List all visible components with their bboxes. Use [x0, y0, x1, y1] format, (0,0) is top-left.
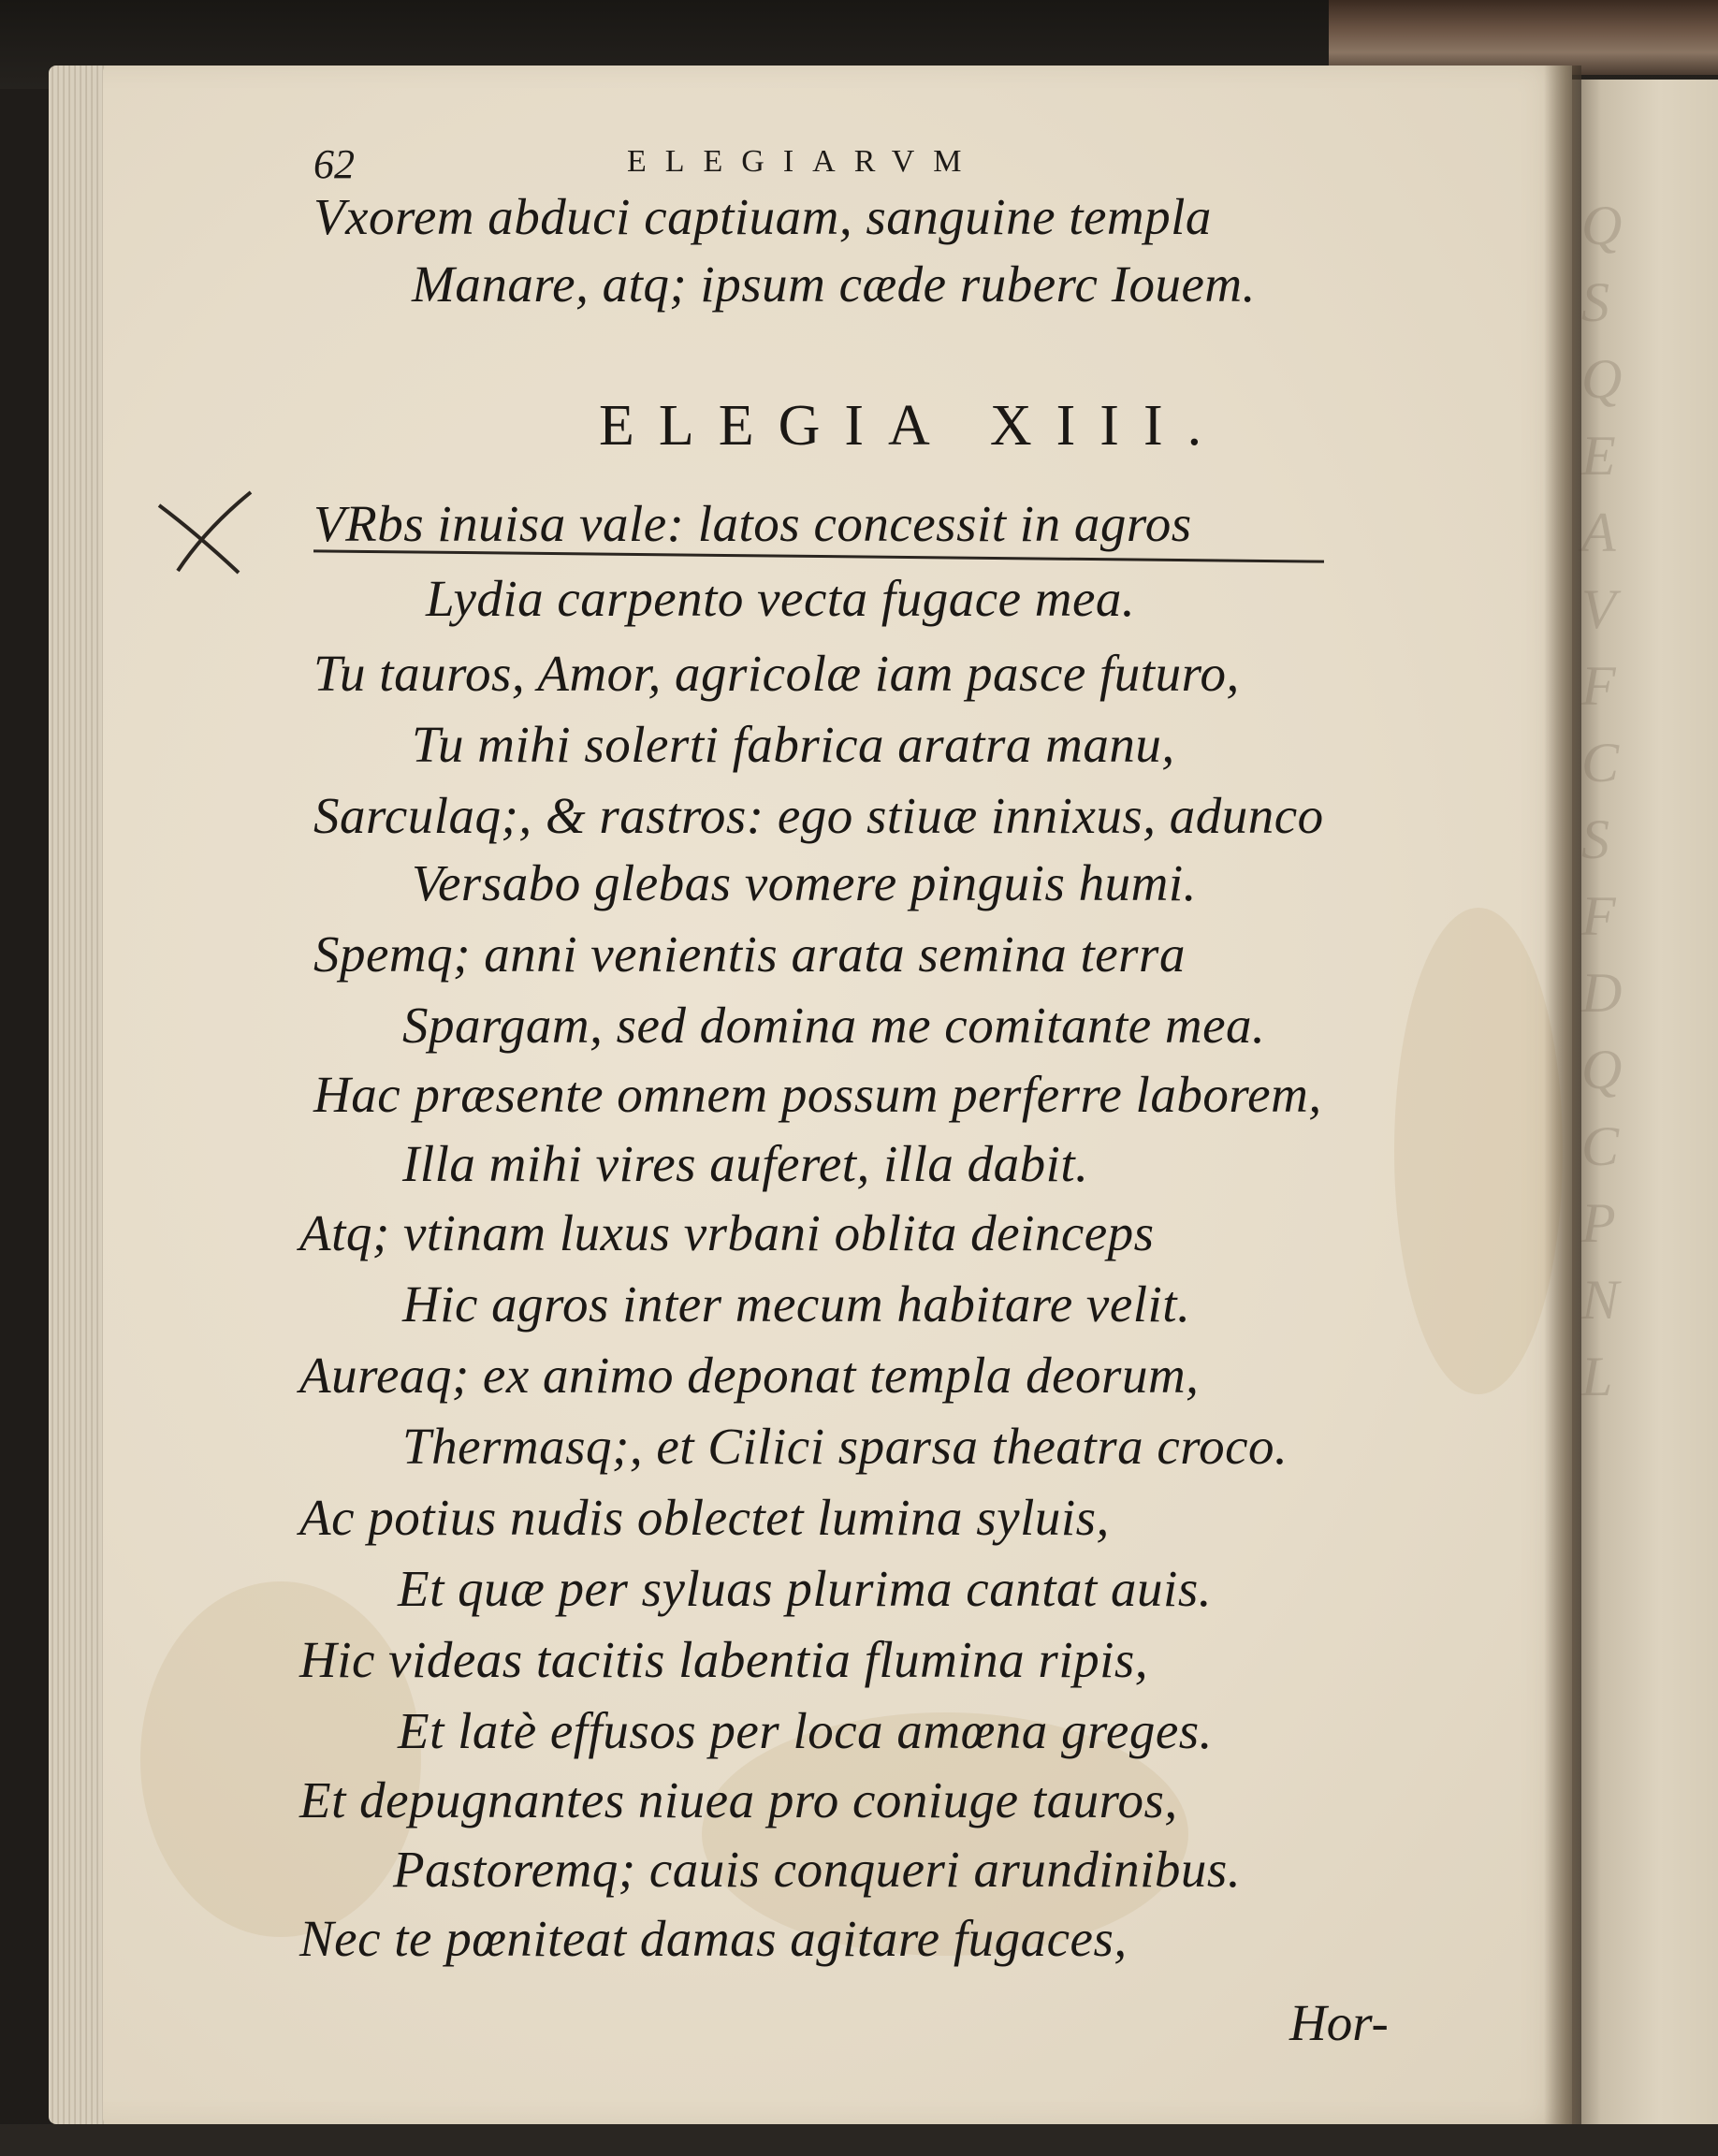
text-line: Spemq; anni venientis arata semina terra — [313, 925, 1186, 983]
folio-number: 62 — [313, 141, 355, 187]
elegy-title: ELEGIA XIII. — [599, 394, 1227, 458]
handwritten-x-mark — [140, 487, 262, 580]
text-line: Atq; vtinam luxus vrbani oblita deinceps — [299, 1204, 1155, 1261]
text-line: Hac præsente omnem possum perferre laborem, — [313, 1066, 1322, 1123]
running-head-title: ELEGIARVM — [627, 144, 981, 179]
text-line: Pastoremq; cauis conqueri arundinibus. — [393, 1841, 1242, 1898]
bottom-backdrop — [0, 2124, 1718, 2156]
text-line: Spargam, sed domina me comitante mea. — [402, 997, 1266, 1054]
text-line: Et latè effusos per loca amœna greges. — [398, 1702, 1213, 1759]
text-line: Nec te pœniteat damas agitare fugaces, — [299, 1910, 1128, 1967]
text-line: Hic videas tacitis labentia flumina ripis, — [299, 1631, 1149, 1688]
text-line: Tu tauros, Amor, agricolæ iam pasce futuro, — [313, 645, 1240, 702]
text-line: Sarculaq;, & rastros: ego stiuæ innixus, adunco — [313, 787, 1324, 844]
show-through-text: Q S Q E A V F C S F D Q C P N L — [1581, 195, 1623, 1407]
text-line: Tu mihi solerti fabrica aratra manu, — [412, 716, 1175, 773]
text-line: Vxorem abduci captiuam, sanguine templa — [313, 188, 1212, 245]
gutter-shadow — [1544, 66, 1581, 2156]
book-binding — [1329, 0, 1718, 75]
text-line: Illa mihi vires auferet, illa dabit. — [402, 1135, 1089, 1192]
text-line: Et depugnantes niuea pro coniuge tauros, — [299, 1771, 1178, 1828]
text-line: VRbs inuisa vale: latos concessit in agros — [313, 495, 1192, 552]
text-line: Hic agros inter mecum habitare velit. — [402, 1275, 1191, 1333]
text-line: Ac potius nudis oblectet lumina syluis, — [299, 1489, 1110, 1546]
catchword: Hor- — [1289, 1994, 1389, 2051]
text-line: Et quæ per syluas plurima cantat auis. — [398, 1560, 1212, 1617]
text-line: Versabo glebas vomere pinguis humi. — [412, 854, 1197, 911]
text-line: Aureaq; ex animo deponat templa deorum, — [299, 1347, 1200, 1404]
text-line: Lydia carpento vecta fugace mea. — [426, 570, 1136, 627]
text-line: Manare, atq; ipsum cæde ruberc Iouem. — [412, 255, 1256, 313]
text-line: Thermasq;, et Cilici sparsa theatra croco. — [402, 1418, 1288, 1475]
water-stain — [1394, 908, 1563, 1394]
